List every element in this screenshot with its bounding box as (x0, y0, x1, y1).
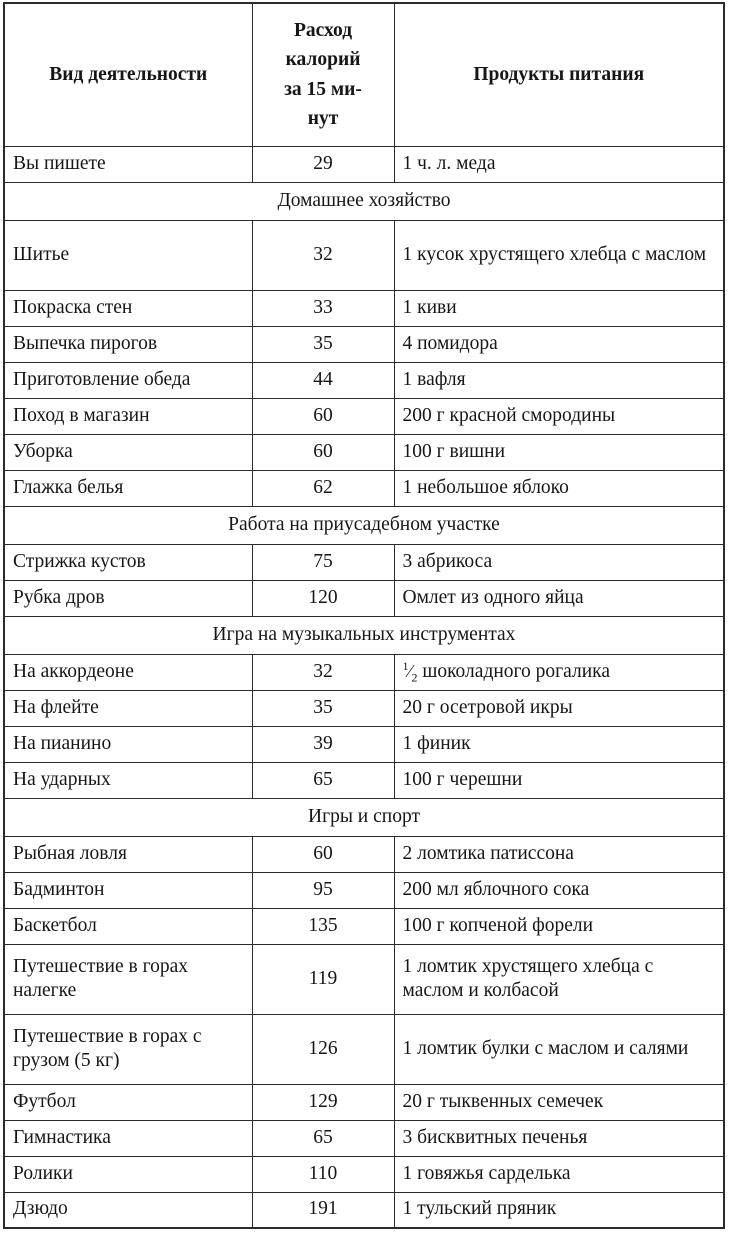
table-row (4, 762, 724, 798)
cell-food: 200 г красной смородины (394, 398, 724, 434)
cell-food: 1 кусок хрустящего хлебца с маслом (394, 220, 724, 290)
cell-calories: 191 (252, 1192, 394, 1228)
column-header-calories-line-4: нут (307, 108, 339, 130)
cell-calories: 75 (252, 544, 394, 580)
table-row (4, 434, 724, 470)
cell-activity: Выпечка пирогов (4, 326, 252, 362)
table-row (4, 1120, 724, 1156)
cell-activity: Дзюдо (4, 1192, 252, 1228)
cell-calories: 120 (252, 580, 394, 616)
table-row (4, 690, 724, 726)
section-title: Домашнее хозяйство (4, 182, 724, 220)
table-row (4, 580, 724, 616)
cell-calories: 65 (252, 1120, 394, 1156)
column-header-activity: Вид деятельности (4, 3, 252, 146)
cell-calories: 32 (252, 220, 394, 290)
table-row (4, 1156, 724, 1192)
cell-activity: Рыбная ловля (4, 836, 252, 872)
cell-calories: 32 (252, 654, 394, 690)
column-header-calories-line-1: Расход (293, 19, 353, 41)
cell-food: 1 ломтик хрустящего хлебца с маслом и колбасой (394, 944, 724, 1014)
cell-calories: 60 (252, 434, 394, 470)
cell-food: 100 г вишни (394, 434, 724, 470)
section-title: Игра на музыкальных инструментах (4, 616, 724, 654)
cell-calories: 65 (252, 762, 394, 798)
table-row (4, 944, 724, 1014)
cell-food: 1 вафля (394, 362, 724, 398)
table-section-row (4, 798, 724, 836)
cell-activity: Ролики (4, 1156, 252, 1192)
cell-calories: 39 (252, 726, 394, 762)
cell-food: 1 тульский пряник (394, 1192, 724, 1228)
cell-food: 2 ломтика патиссона (394, 836, 724, 872)
cell-food: 1 говяжья сарделька (394, 1156, 724, 1192)
table-row (4, 872, 724, 908)
cell-calories: 62 (252, 470, 394, 506)
table-row (4, 726, 724, 762)
section-title: Работа на приусадебном участке (4, 506, 724, 544)
cell-calories: 110 (252, 1156, 394, 1192)
cell-food: 20 г осетровой икры (394, 690, 724, 726)
cell-activity: На ударных (4, 762, 252, 798)
cell-food: 1 небольшое яблоко (394, 470, 724, 506)
cell-activity: Шитье (4, 220, 252, 290)
cell-activity: Путешествие в горах с грузом (5 кг) (4, 1014, 252, 1084)
table-row (4, 654, 724, 690)
cell-food: 1 киви (394, 290, 724, 326)
table-row (4, 326, 724, 362)
table-row (4, 908, 724, 944)
table-row (4, 1014, 724, 1084)
column-header-calories (252, 3, 394, 146)
cell-calories: 44 (252, 362, 394, 398)
table-row (4, 362, 724, 398)
cell-activity: Уборка (4, 434, 252, 470)
column-header-food: Продукты питания (394, 3, 724, 146)
cell-activity: На аккордеоне (4, 654, 252, 690)
cell-activity: Приготовление обеда (4, 362, 252, 398)
cell-food: 1 ч. л. меда (394, 146, 724, 182)
table-section-row (4, 506, 724, 544)
cell-calories: 126 (252, 1014, 394, 1084)
cell-food: 100 г копченой форели (394, 908, 724, 944)
table-row (4, 1084, 724, 1120)
table-row (4, 1192, 724, 1228)
calorie-expenditure-table-container (3, 2, 723, 1229)
table-header (4, 3, 724, 146)
table-row (4, 220, 724, 290)
cell-activity: На флейте (4, 690, 252, 726)
cell-food: 4 помидора (394, 326, 724, 362)
table-section-row (4, 182, 724, 220)
cell-calories: 129 (252, 1084, 394, 1120)
cell-calories: 60 (252, 398, 394, 434)
cell-calories: 135 (252, 908, 394, 944)
table-row (4, 544, 724, 580)
cell-calories: 60 (252, 836, 394, 872)
cell-activity: Поход в магазин (4, 398, 252, 434)
cell-food: 20 г тыквенных семечек (394, 1084, 724, 1120)
cell-food: 200 мл яблочного сока (394, 872, 724, 908)
cell-activity: На пианино (4, 726, 252, 762)
fraction-one-half: $^1⁄_2$ (402, 658, 418, 685)
cell-activity: Гимнастика (4, 1120, 252, 1156)
table-row (4, 836, 724, 872)
cell-food: Омлет из одного яйца (394, 580, 724, 616)
table-row (4, 290, 724, 326)
table-row (4, 146, 724, 182)
cell-activity: Футбол (4, 1084, 252, 1120)
cell-activity: Покраска стен (4, 290, 252, 326)
cell-activity: Баскетбол (4, 908, 252, 944)
table-row (4, 470, 724, 506)
cell-activity: Бадминтон (4, 872, 252, 908)
cell-calories: 95 (252, 872, 394, 908)
section-title: Игры и спорт (4, 798, 724, 836)
table-body (4, 146, 724, 1228)
cell-food: $^1⁄_2$ шоколадного рогалика (394, 654, 724, 690)
cell-food: 3 абрикоса (394, 544, 724, 580)
cell-calories: 119 (252, 944, 394, 1014)
cell-activity: Вы пишете (4, 146, 252, 182)
calorie-expenditure-table (3, 2, 725, 1229)
cell-activity: Стрижка кустов (4, 544, 252, 580)
column-header-calories-line-2: калорий (285, 49, 361, 71)
cell-activity: Глажка белья (4, 470, 252, 506)
table-row (4, 398, 724, 434)
table-section-row (4, 616, 724, 654)
cell-calories: 33 (252, 290, 394, 326)
column-header-calories-line-3: за 15 ми- (284, 78, 362, 100)
cell-food: 1 финик (394, 726, 724, 762)
header-row (4, 3, 724, 146)
cell-food: 3 бисквитных печенья (394, 1120, 724, 1156)
cell-activity: Рубка дров (4, 580, 252, 616)
cell-food: 100 г черешни (394, 762, 724, 798)
cell-activity: Путешествие в горах налегке (4, 944, 252, 1014)
cell-calories: 29 (252, 146, 394, 182)
cell-calories: 35 (252, 326, 394, 362)
cell-food: 1 ломтик булки с маслом и салями (394, 1014, 724, 1084)
cell-calories: 35 (252, 690, 394, 726)
